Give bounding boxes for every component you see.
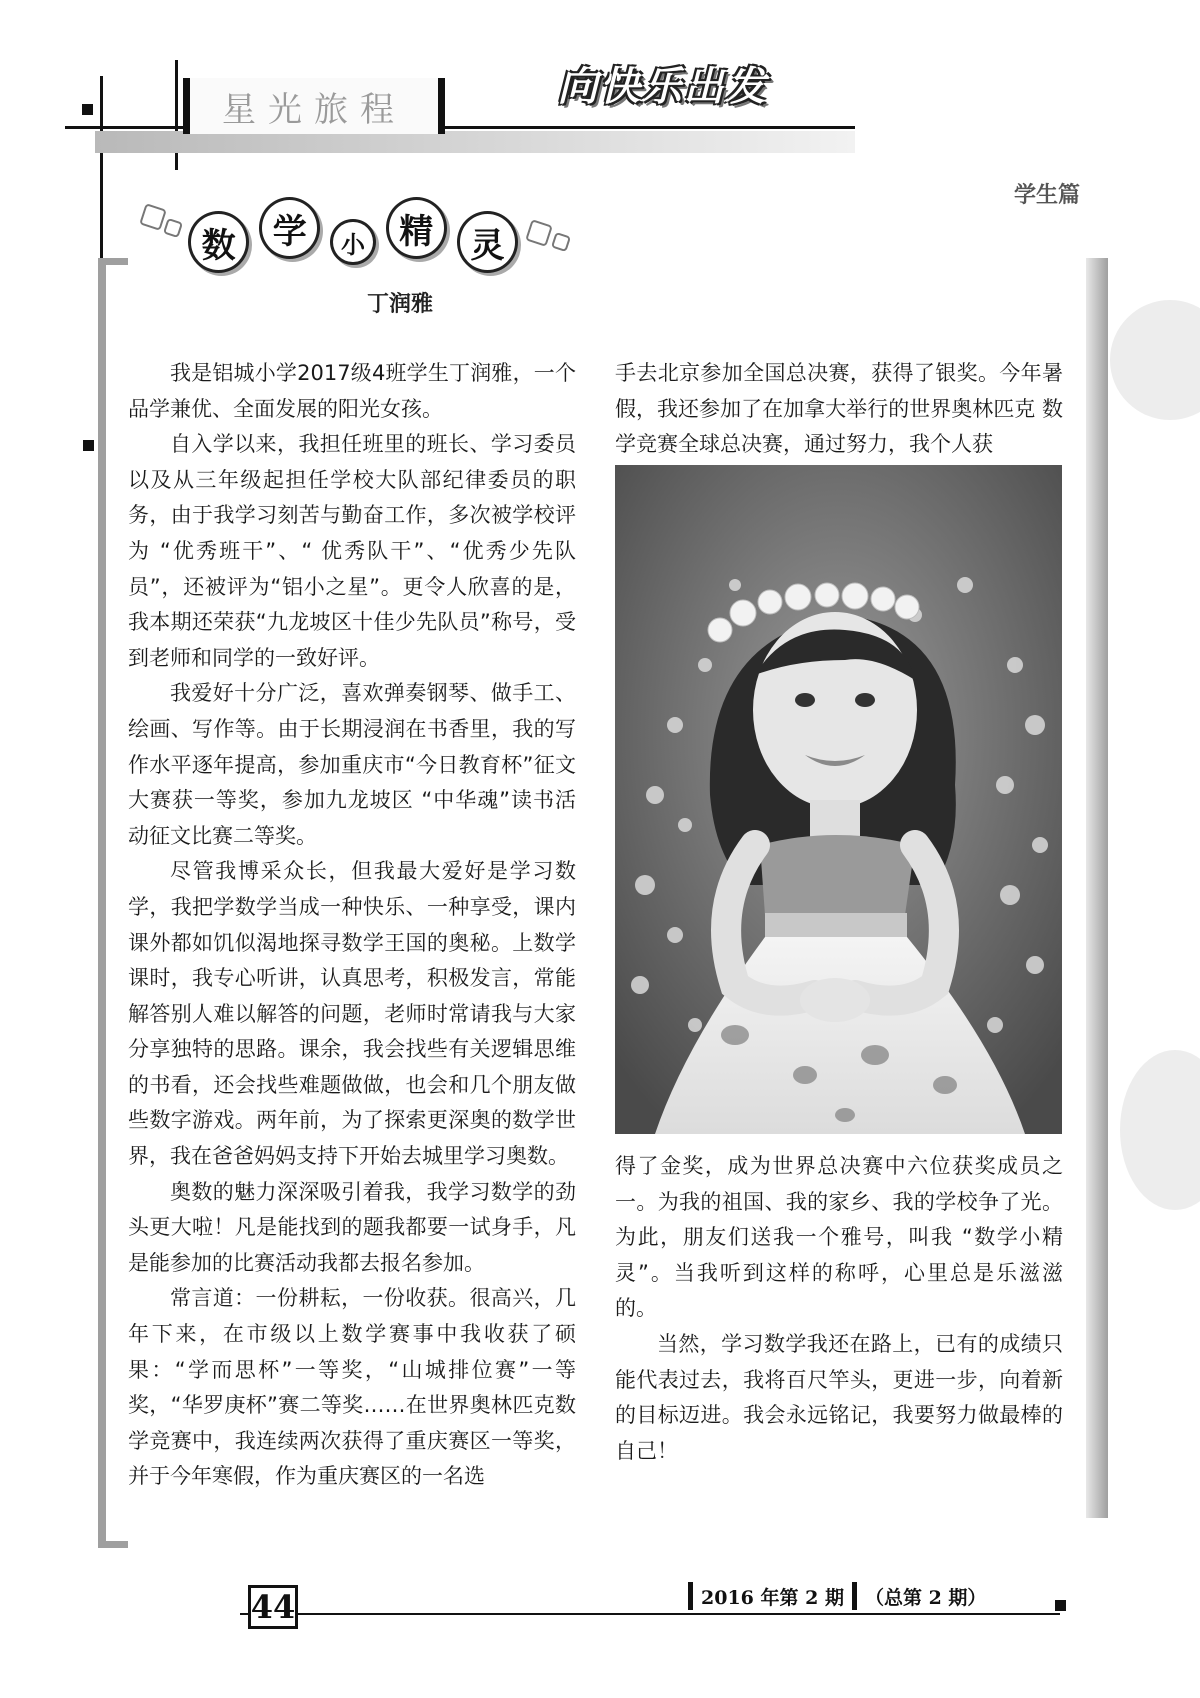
background-cloud-decoration — [1120, 1050, 1200, 1210]
header-square-marker — [82, 104, 93, 115]
category-tag: 学生篇 — [1013, 183, 1080, 208]
title-char: 学 — [259, 197, 320, 259]
article-right-column-bottom — [615, 1149, 1063, 1469]
pentagon-decoration — [551, 232, 571, 252]
page-number: 44 — [248, 1585, 298, 1629]
footer-square-marker — [1055, 1600, 1066, 1611]
header-vertical-rule — [175, 60, 178, 170]
left-bracket — [98, 258, 106, 1548]
footer-rule — [240, 1613, 1060, 1615]
issue-number: 2016 年第 2 期 — [701, 1586, 844, 1609]
left-bracket-bottom — [98, 1541, 128, 1548]
paragraph: 我爱好十分广泛，喜欢弹奏钢琴、做手工、绘画、写作等。由于长期浸润在书香里，我的写作水平逐年提高，参加重庆市“今日教育杯”征文大赛获一等奖，参加九龙坡区 “中华魂”读书活动征文比赛二等奖。 — [128, 681, 576, 848]
issue-bar-decoration — [688, 1582, 693, 1610]
paragraph: 我是铝城小学2017级4班学生丁润雅，一个品学兼优、全面发展的阳光女孩。 — [128, 361, 576, 421]
title-char: 小 — [330, 219, 375, 265]
right-gray-band — [1086, 258, 1108, 1518]
pentagon-decoration — [139, 203, 167, 231]
paragraph: 自入学以来，我担任班里的班长、学习委员以及从三年级起担任学校大队部纪律委员的职务，由于我学习刻苦与勤奋工作，多次被学校评为 “优秀班干”、“ 优秀队干”、“优秀少先队员”，还被评为“铝小之星”。更令人欣喜的是，我本期还荣获“九龙坡区十佳少先队员”称号，受到老师和同学的一致好评。 — [128, 432, 576, 670]
title-char: 数 — [188, 211, 249, 273]
title-char: 精 — [386, 197, 447, 259]
column-logo: 向快乐出发 — [557, 62, 768, 110]
paragraph-continued: 手去北京参加全国总决赛，获得了银奖。今年暑假，我还参加了在加拿大举行的世界奥林匹克 数学竞赛全球总决赛，通过努力，我个人获 — [615, 361, 1063, 457]
header-gray-band — [95, 131, 855, 153]
background-cloud-decoration — [1110, 300, 1200, 420]
article-title — [188, 202, 528, 282]
paragraph: 常言道：一份耕耘，一份收获。很高兴，几年下来，在市级以上数学赛事中我收获了硕果：“学而思杯”一等奖，“山城排位赛”一等奖，“华罗庚杯”赛二等奖……在世界奥林匹克数学竞赛中，我连续两次获得了重庆赛区一等奖，并于今年寒假，作为重庆赛区的一名选 — [128, 1286, 576, 1489]
portrait-photo — [615, 465, 1062, 1134]
section-title: 星光旅程 — [183, 78, 445, 134]
article-left-column — [128, 356, 576, 1495]
paragraph: 当然，学习数学我还在路上，已有的成绩只能代表过去，我将百尺竿头，更进一步，向着新的目标迈进。我会永远铭记，我要努力做最棒的自己！ — [615, 1331, 1063, 1463]
total-issue-number: （总第 2 期） — [864, 1586, 987, 1609]
paragraph: 尽管我博采众长，但我最大爱好是学习数学，我把学数学当成一种快乐、一种享受，课内课外都如饥似渴地探寻数学王国的奥秘。上数学课时，我专心听讲，认真思考，积极发言，常能解答别人难以解答的问题，老师时常请我与大家分享独特的思路。课余，我会找些有关逻辑思维的书看，还会找些难题做做，也会和几个朋友做些数字游戏。两年前，为了探索更深奥的数学世界，我在爸爸妈妈支持下开始去城里学习奥数。 — [128, 859, 576, 1169]
paragraph: 奥数的魅力深深吸引着我，我学习数学的劲头更大啦！凡是能找到的题我都要一试身手，凡是能参加的比赛活动我都去报名参加。 — [128, 1179, 576, 1275]
portrait-photo-illustration — [615, 465, 1062, 1134]
left-square-marker — [83, 440, 94, 451]
pentagon-decoration — [525, 219, 553, 247]
pentagon-decoration — [163, 218, 183, 238]
issue-info — [680, 1580, 986, 1612]
left-bracket-top — [98, 258, 128, 265]
article-right-column-top — [615, 356, 1063, 463]
paragraph-continued: 得了金奖，成为世界总决赛中六位获奖成员之一。为我的祖国、我的家乡、我的学校争了光。为此，朋友们送我一个雅号，叫我 “数学小精灵”。当我听到这样的称呼，心里总是乐滋滋的。 — [615, 1154, 1063, 1321]
issue-bar-decoration — [852, 1582, 857, 1610]
title-char: 灵 — [457, 211, 518, 273]
author-name: 丁润雅 — [366, 292, 433, 317]
